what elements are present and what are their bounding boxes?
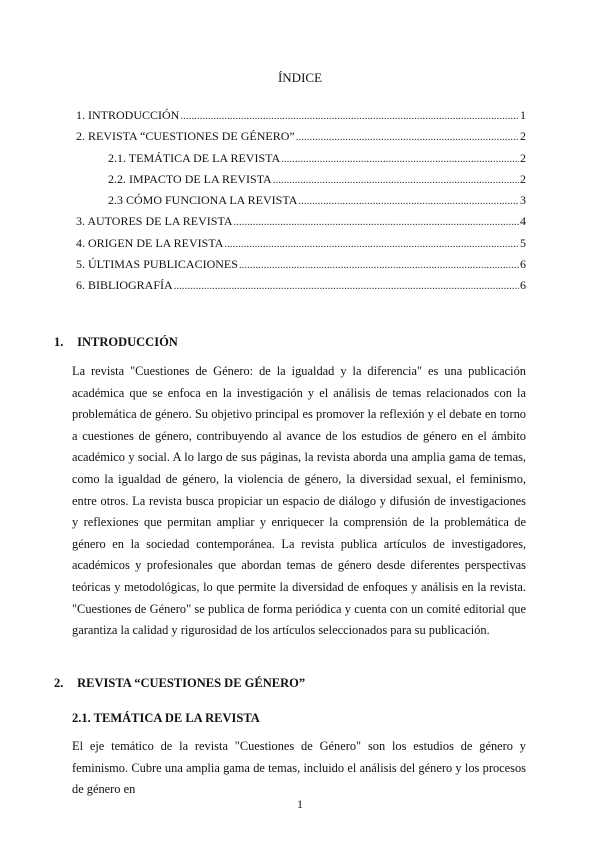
toc-leader-dots xyxy=(239,259,519,271)
toc-entry[interactable] xyxy=(76,278,526,299)
toc-entry-label: 3. AUTORES DE LA REVISTA xyxy=(76,214,233,229)
table-of-contents xyxy=(76,108,526,300)
toc-entry-page: 5 xyxy=(520,235,526,250)
toc-entry[interactable] xyxy=(76,129,526,150)
toc-entry-label: 2.1. TEMÁTICA DE LA REVISTA xyxy=(108,150,281,165)
toc-leader-dots xyxy=(180,110,519,122)
section-heading-revista xyxy=(54,676,305,691)
toc-entry[interactable] xyxy=(76,214,526,235)
intro-paragraph: La revista "Cuestiones de Género: de la igualdad y la diferencia" es una publicación académica que se enfoca en la investigación y el análisis de temas relacionados con la problemática de género. Su objetivo principal es promover la reflexión y el debate en torno a cuestiones de género, contribuyendo al avance de los estudios de género en el ámbito académico y social. A lo largo de sus páginas, la revista aborda una amplia gama de temas, como la igualdad de género, la violencia de género, la diversidad sexual, el feminismo, entre otros. La revista busca propiciar un espacio de diálogo y difusión de investigaciones y reflexiones que permitan ampliar y enriquecer la comprensión de la problemática de género en la sociedad contemporánea. La revista publica artículos de investigadores, académicos y profesionales que abordan temas de género desde diferentes perspectivas teóricas y metodológicas, lo que permite la diversidad de enfoques y análisis en la revista. "Cuestiones de Género" se publica de forma periódica y cuenta con un comité editorial que garantiza la calidad y rigurosidad de los artículos seleccionados para su publicación. xyxy=(72,364,526,638)
toc-entry-label: 5. ÚLTIMAS PUBLICACIONES xyxy=(76,257,238,272)
toc-entry-page: 3 xyxy=(520,193,526,208)
toc-leader-dots xyxy=(298,195,519,207)
subsection-heading-tematica: 2.1. TEMÁTICA DE LA REVISTA xyxy=(72,711,260,725)
toc-entry-label: 1. INTRODUCCIÓN xyxy=(76,108,180,122)
toc-entry[interactable] xyxy=(76,151,526,172)
toc-leader-dots xyxy=(273,174,519,186)
section-number: 2. xyxy=(54,676,64,690)
toc-entry-label: 4. ORIGEN DE LA REVISTA xyxy=(76,235,224,250)
toc-title: ÍNDICE xyxy=(277,70,323,85)
toc-entry-page: 6 xyxy=(520,257,526,272)
toc-entry-label: 6. BIBLIOGRAFÍA xyxy=(76,278,173,293)
section-title: INTRODUCCIÓN xyxy=(77,335,178,349)
toc-entry-page: 4 xyxy=(520,214,526,229)
toc-entry-label: 2.3 CÓMO FUNCIONA LA REVISTA xyxy=(108,193,298,208)
toc-entry-page: 2 xyxy=(520,171,526,186)
toc-entry[interactable] xyxy=(76,257,526,278)
toc-entry[interactable] xyxy=(76,236,526,257)
toc-entry-label: 2. REVISTA “CUESTIONES DE GÉNERO” xyxy=(76,129,295,144)
toc-entry-page: 1 xyxy=(520,108,526,122)
toc-leader-dots xyxy=(296,131,519,143)
toc-entry-page: 2 xyxy=(520,150,526,165)
toc-entry-page: 6 xyxy=(520,278,526,293)
toc-leader-dots xyxy=(174,280,519,292)
tematica-paragraph: El eje temático de la revista "Cuestiones de Género" son los estudios de género y feminismo. Cubre una amplia gama de temas, incluido el análisis del género y los procesos de género en xyxy=(72,739,526,797)
toc-entry[interactable] xyxy=(76,172,526,193)
toc-entry-label: 2.2. IMPACTO DE LA REVISTA xyxy=(108,171,272,186)
section-heading-introduccion xyxy=(54,335,178,350)
section-number: 1. xyxy=(54,335,64,349)
toc-entry[interactable] xyxy=(76,193,526,214)
section-title: REVISTA “CUESTIONES DE GÉNERO” xyxy=(77,676,306,690)
toc-leader-dots xyxy=(224,238,519,250)
page-number: 1 xyxy=(297,797,303,811)
toc-leader-dots xyxy=(234,216,520,228)
toc-leader-dots xyxy=(281,153,519,165)
toc-entry[interactable] xyxy=(76,108,526,129)
toc-entry-page: 2 xyxy=(520,129,526,144)
